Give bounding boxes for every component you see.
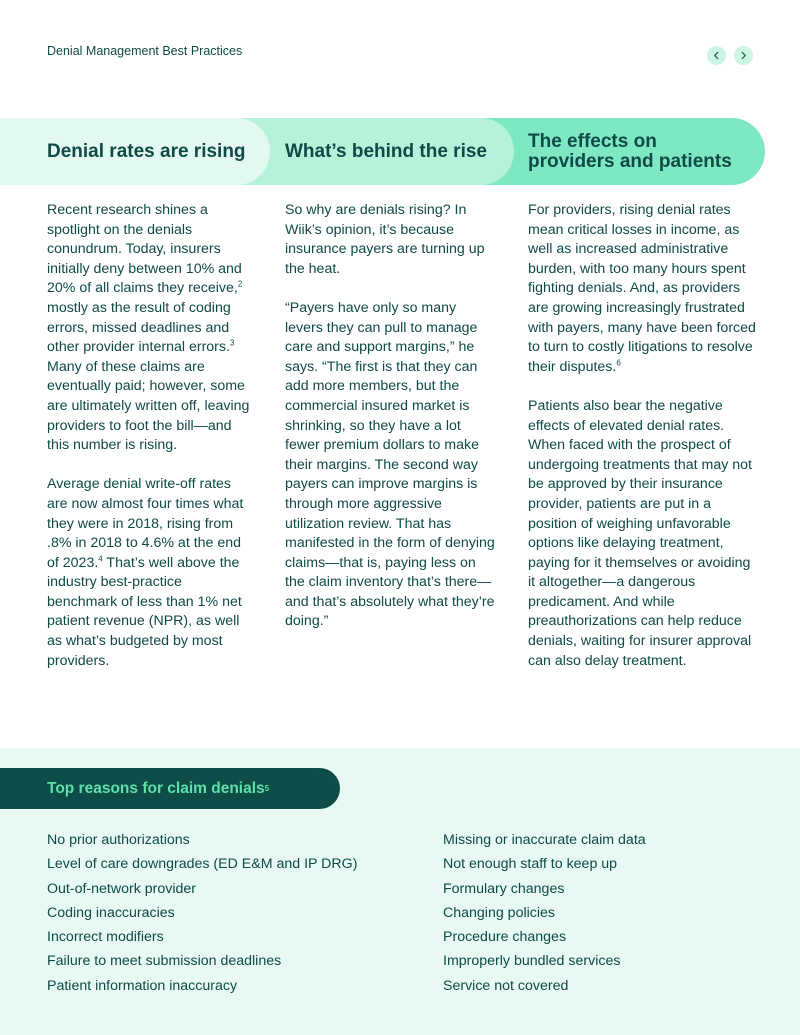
footnote-ref: 5 [264, 784, 270, 793]
next-page-button[interactable] [734, 46, 753, 65]
section-heading-rates-rising: Denial rates are rising [47, 140, 246, 162]
heading-line: providers and patients [528, 150, 732, 172]
paragraph: For providers, rising denial rates mean critical losses in income, as well as increased administrative burden, with too many hours spent fighting denials. And, as providers are growing increasingly frustrated with payers, many have been forced to turn to costly litigations to resolve their disputes.$^6$ [528, 202, 756, 375]
paragraph: Patients also bear the negative effects of elevated denial rates. When faced with the prospect of undergoing treatments that may not be approved by their insurance provider, patients are put in a position of weighing unfavorable options like delaying treatment, paying for it themselves or avoiding it altogether—a dangerous predicament. And while preauthorizations can help reduce denials, waiting for insurer approval can also delay treatment. [528, 397, 752, 669]
list-item: Failure to meet submission deadlines [47, 953, 282, 970]
paragraph: So why are denials rising? In Wiik’s opinion, it’s because insurance payers are turning up the heat. [285, 202, 485, 277]
previous-page-button[interactable] [707, 46, 726, 65]
section-band-rates-rising [0, 118, 270, 185]
list-item: Not enough staff to keep up [443, 856, 618, 873]
list-item: Level of care downgrades (ED E&M and IP DRG) [47, 856, 358, 873]
footnote-ref: 4 [98, 553, 103, 563]
list-item: No prior authorizations [47, 832, 190, 848]
paragraph: Recent research shines a spotlight on the denials conundrum. Today, insurers initially deny between 10% and 20% of all claims they receive,$^2$ mostly as the result of coding errors, missed deadlines and other provider internal errors.$^3$ Many of these claims are eventually paid; however, some are ultimately written off, leaving providers to foot the bill—and this number is rising. [47, 202, 250, 454]
list-item: Improperly bundled services [443, 953, 621, 970]
list-item: Formulary changes [443, 880, 565, 897]
chevron-left-icon [712, 51, 721, 60]
section-band-behind-rise [240, 118, 514, 185]
top-reasons-title: Top reasons for claim denials [47, 779, 265, 797]
section-band-effects [480, 118, 765, 185]
reasons-list-left [47, 828, 427, 998]
paragraph: “Payers have only so many levers they can pull to manage care and support margins,” he says. “The first is that they can add more members, but the commercial insured market is shrinking, so they have a lot fewer premium dollars to make their margins. The second way payers can improve margins is through more aggressive utilization review. That has manifested in the form of denying claims—that is, paying less on the claim inventory that’s there—and that’s absolutely what they’re doing.” [285, 299, 495, 630]
list-item: Changing policies [443, 904, 555, 921]
column-rates-rising [47, 201, 252, 691]
chevron-right-icon [739, 51, 748, 60]
list-item: Out-of-network provider [47, 880, 197, 897]
top-reasons-section [0, 748, 800, 1035]
section-heading-behind-rise: What’s behind the rise [285, 140, 487, 162]
column-behind-rise [285, 201, 495, 652]
list-item: Procedure changes [443, 929, 567, 946]
column-effects [528, 201, 760, 691]
reasons-list-right [443, 828, 773, 998]
list-item: Patient information inaccuracy [47, 977, 238, 994]
footnote-ref: 6 [616, 358, 621, 368]
footnote-ref: 3 [229, 338, 235, 348]
list-item: Incorrect modifiers [47, 929, 164, 946]
paragraph: Average denial write-off rates are now almost four times what they were in 2018, rising from .8% in 2018 to 4.6% at the end of 2023.$^4$ That’s well above the industry best-practice benchmark of less than 1% net patient revenue (NPR), as well as what’s budgeted by most providers. [47, 476, 244, 669]
section-heading-effects [528, 132, 732, 172]
document-header-title: Denial Management Best Practices [47, 44, 243, 58]
list-item: Service not covered [443, 977, 569, 994]
list-item: Coding inaccuracies [47, 904, 175, 921]
list-item: Missing or inaccurate claim data [443, 832, 646, 848]
heading-line: The effects on [528, 130, 657, 152]
footnote-ref: 2 [237, 279, 243, 289]
top-reasons-title-pill [0, 768, 340, 809]
